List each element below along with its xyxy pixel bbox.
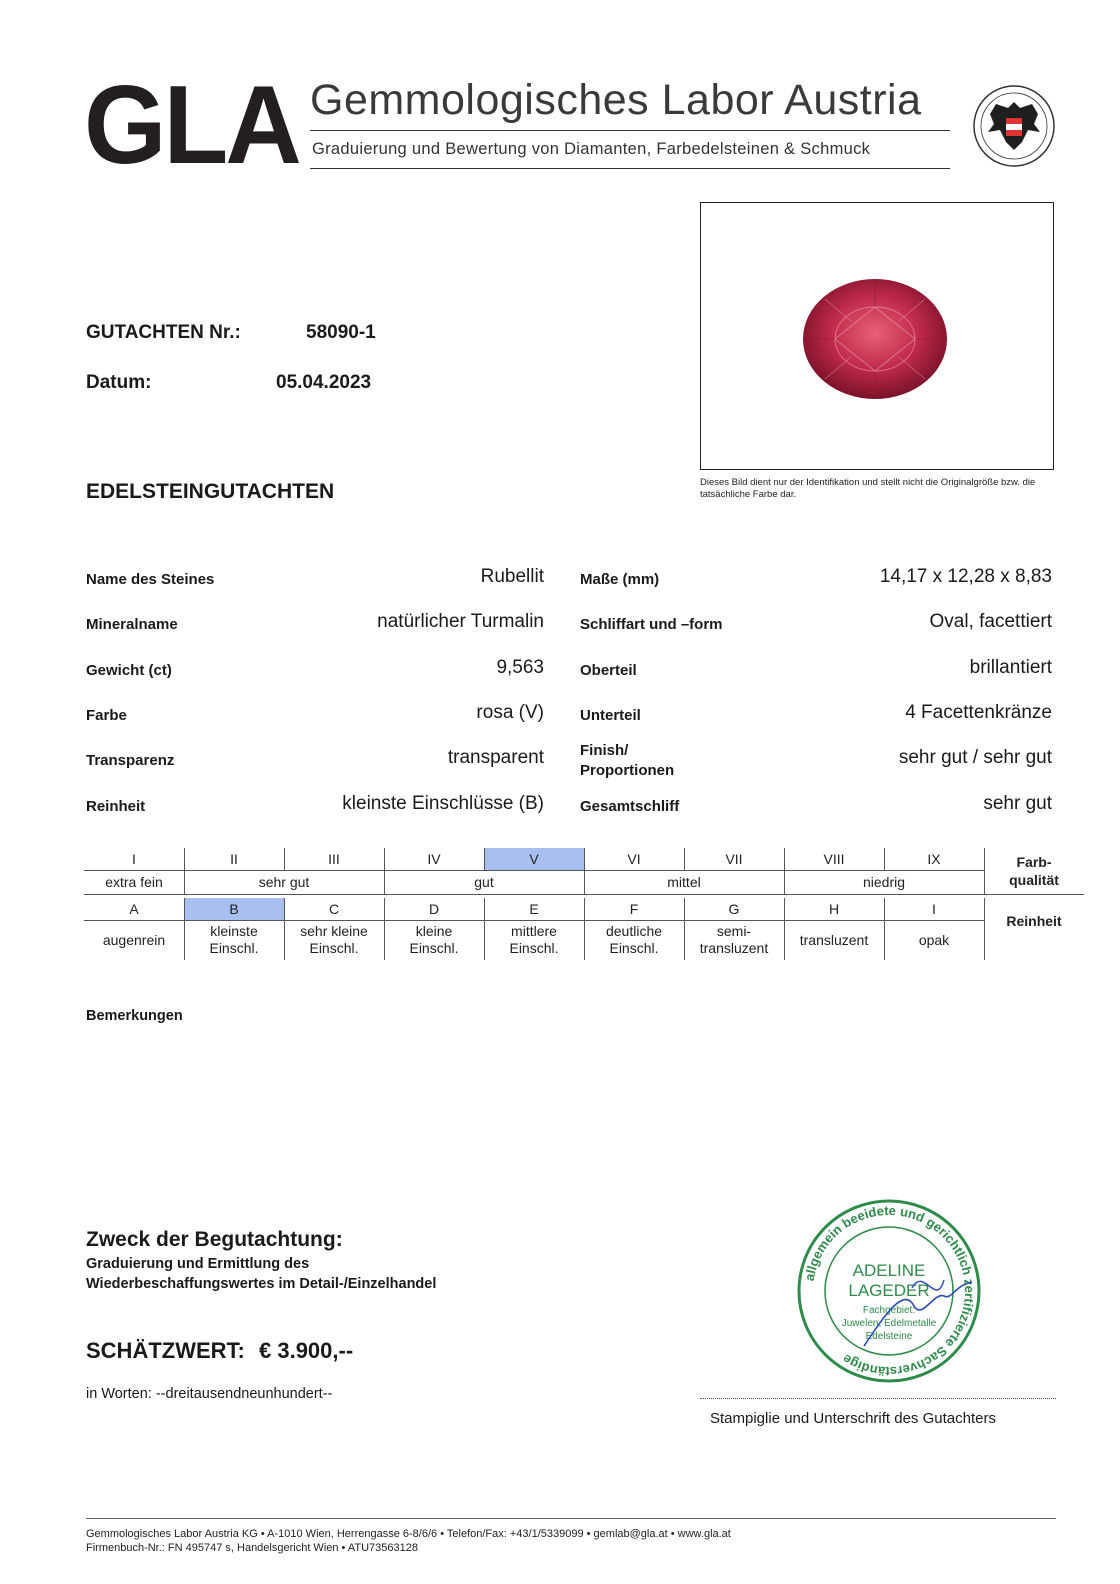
scale-divider [484,898,485,960]
scale-divider [584,870,585,894]
clarity-desc-line: semi- [716,923,752,939]
detail-value: Rubellit [480,566,544,587]
scale-divider [784,870,785,894]
certificate-number-value: 58090-1 [306,322,376,343]
detail-label: Proportionen [580,762,675,779]
stamp-line: Juwelen, Edelmetalle [841,1318,937,1329]
color-grade: V [529,850,539,867]
clarity-desc-line: sehr kleine [300,923,368,939]
footer-line: Firmenbuch-Nr.: FN 495747 s, Handelsgericht Wien • ATU73563128 [86,1542,418,1554]
detail-label: Mineralname [86,616,178,633]
clarity-desc [484,920,584,960]
valuation [86,1338,353,1364]
clarity-grade: I [932,900,936,917]
scale-divider [584,898,585,960]
scale-divider [884,848,885,870]
scale-divider [184,898,185,960]
clarity-grade: C [328,900,340,917]
clarity-desc-line: kleinste [210,923,258,939]
scale-divider [984,848,985,870]
scale-divider [884,898,885,960]
purpose-line: Graduierung und Ermittlung des [86,1256,310,1272]
color-group: extra fein [105,873,163,890]
footer [86,1527,731,1555]
valuation-in-words: in Worten: --dreitausendneunhundert-- [86,1386,333,1402]
certificate-number-label: GUTACHTEN Nr.: [86,322,241,343]
detail-value: kleinste Einschlüsse (B) [342,793,544,814]
stamp-name-first: ADELINE [852,1261,926,1280]
scale-divider [984,870,985,894]
detail-value: 4 Facettenkränze [905,702,1052,723]
clarity-desc-line: opak [918,931,950,948]
clarity-label: Reinheit [1006,912,1062,929]
scale-divider [584,848,585,870]
scale-divider [184,870,185,894]
detail-label: Maße (mm) [580,571,660,588]
color-grade: IX [927,850,941,867]
detail-value: rosa (V) [476,702,544,723]
footer-line: Gemmologisches Labor Austria KG • A-1010 Wien, Herrengasse 6-8/6/6 • Telefon/Fax: +43/1/5339099 • gemlab@gla.at • www.gla.at [86,1528,731,1540]
scale-divider [784,848,785,870]
clarity-desc-line: Einschl. [309,940,359,956]
scale-rule [84,920,984,921]
clarity-desc [84,920,184,960]
scale-divider [384,898,385,960]
scale-divider [984,898,985,960]
remarks-label: Bemerkungen [86,1008,183,1024]
clarity-desc-line: augenrein [102,931,166,948]
clarity-desc-line: deutliche [605,923,663,939]
scale-divider [784,898,785,960]
color-quality-label: Farb- [1016,853,1052,870]
valuation-label: SCHÄTZWERT: [86,1338,245,1363]
detail-label: Gewicht (ct) [86,662,172,679]
detail-label: Finish/ [580,742,629,759]
clarity-desc [784,920,884,960]
color-group: mittel [667,873,701,890]
scale-divider [684,898,685,960]
clarity-desc-line: mittlere [511,923,557,939]
detail-value: sehr gut / sehr gut [898,747,1052,768]
certificate-type: EDELSTEINGUTACHTEN [86,480,335,503]
scale-divider [184,848,185,870]
signature-line [700,1398,1056,1399]
clarity-desc-line: Einschl. [609,940,659,956]
scale-divider [384,848,385,870]
scale-divider [284,898,285,960]
detail-value: sehr gut [983,793,1052,814]
gemstone-photo-frame [700,202,1054,470]
color-group: niedrig [862,873,906,890]
photo-disclaimer: Dieses Bild dient nur der Identifikation und stellt nicht die Originalgröße bzw. die tatsächliche Farbe dar. [700,477,1036,500]
appraiser-stamp [794,1196,984,1386]
lab-subtitle: Graduierung und Bewertung von Diamanten, Farbedelsteinen & Schmuck [312,140,871,158]
footer-divider [86,1518,1056,1519]
detail-value: natürlicher Turmalin [377,611,544,632]
scale-divider [284,848,285,870]
scale-rule [84,894,1084,895]
color-grade: VI [627,850,641,867]
clarity-grade: E [529,900,539,917]
header-divider-bottom [310,168,950,169]
header-divider-top [310,130,950,131]
stamp-caption: Stampiglie und Unterschrift des Gutachters [710,1410,996,1427]
grading-scale [84,848,1084,974]
color-grade: II [230,850,238,867]
clarity-grade: H [828,900,840,917]
color-grade: VIII [823,850,845,867]
clarity-desc-line: Einschl. [209,940,259,956]
date-value: 05.04.2023 [276,372,372,393]
clarity-grade: D [428,900,440,917]
color-grade: VII [725,850,743,867]
detail-value: transparent [447,747,544,768]
austrian-eagle-seal-icon [972,84,1056,168]
clarity-desc-line: Einschl. [409,940,459,956]
gemstone-image [701,203,1053,469]
date-label: Datum: [86,372,152,393]
color-group: sehr gut [258,873,310,890]
valuation-value: € 3.900,-- [259,1338,354,1363]
scale-divider [484,848,485,870]
clarity-grade: G [728,900,740,917]
lab-name: Gemmologisches Labor Austria [310,76,922,124]
clarity-grade: F [629,900,639,917]
stamp-line: Edelsteine [865,1331,913,1342]
clarity-desc-line: transluzent [799,931,869,948]
detail-label: Gesamtschliff [580,798,680,815]
gla-logo: GLA [84,63,299,187]
detail-label: Unterteil [580,707,641,724]
detail-label: Reinheit [86,798,146,815]
clarity-desc [584,920,684,960]
color-grade: IV [427,850,441,867]
clarity-grade: A [129,900,139,917]
clarity-desc [184,920,284,960]
purpose-line: Wiederbeschaffungswertes im Detail-/Einzelhandel [86,1276,437,1292]
clarity-desc [884,920,984,960]
detail-value: brillantiert [969,657,1052,678]
clarity-desc [384,920,484,960]
purpose-heading: Zweck der Begutachtung: [86,1228,343,1251]
color-grade: I [132,850,136,867]
clarity-desc [284,920,384,960]
stamp-line: Fachgebiet: [862,1305,916,1316]
clarity-desc [684,920,784,960]
detail-value: 9,563 [496,657,544,678]
scale-divider [684,848,685,870]
detail-value: Oval, facettiert [929,611,1052,632]
color-quality-label: qualität [1009,871,1059,888]
color-grade: III [328,850,340,867]
clarity-desc-line: transluzent [699,940,769,956]
detail-label: Name des Steines [86,571,215,588]
purpose-text [86,1254,436,1294]
scale-rule [84,870,984,871]
detail-label: Farbe [86,707,127,724]
clarity-grade: B [229,900,239,917]
detail-value: 14,17 x 12,28 x 8,83 [879,566,1052,587]
detail-label: Transparenz [86,752,175,769]
detail-label: Schliffart und –form [580,616,723,633]
color-group: gut [474,873,494,890]
stamp-name-last: LAGEDER [848,1281,930,1300]
detail-label: Oberteil [580,662,637,679]
stamp-ring-text: allgemein beeidete und gerichtlich zertifizierte Sachverständige [801,1202,978,1380]
clarity-desc-line: kleine [415,923,453,939]
scale-divider [384,870,385,894]
clarity-desc-line: Einschl. [509,940,559,956]
